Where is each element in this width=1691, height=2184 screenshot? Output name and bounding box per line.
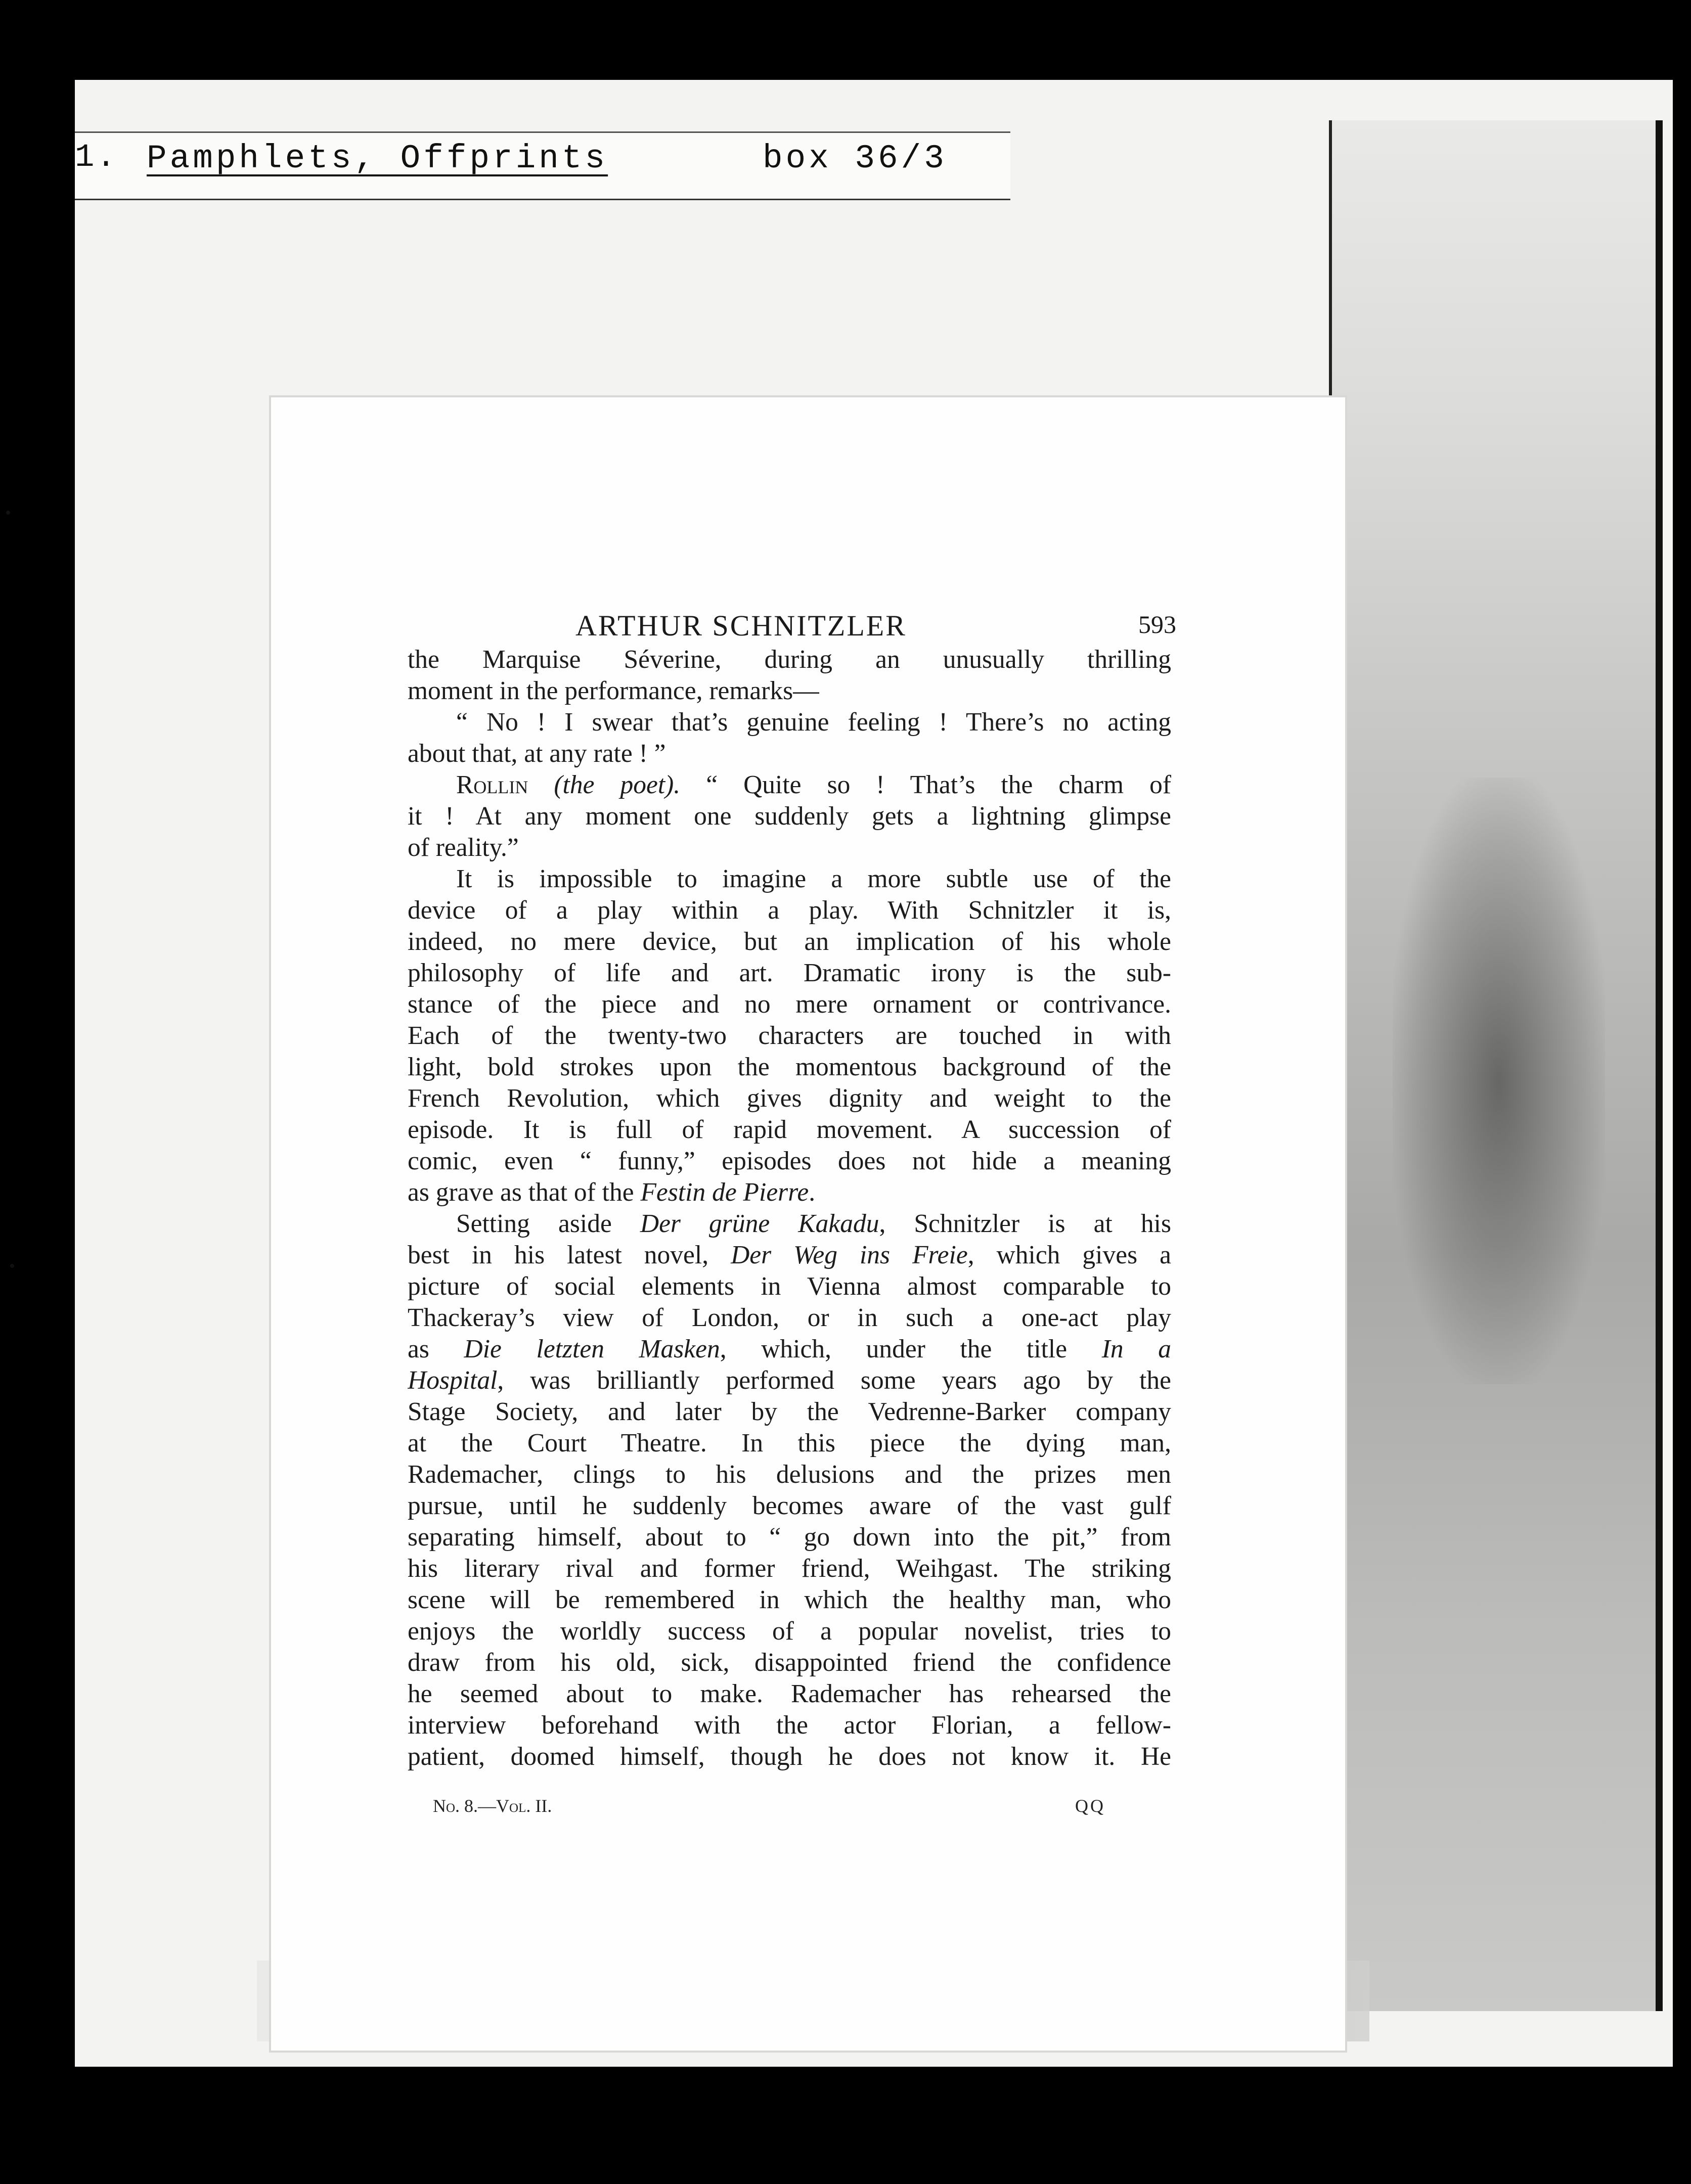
text-line — [408, 1208, 1171, 1240]
film-speck — [6, 511, 10, 515]
text-line — [408, 863, 1171, 895]
text-line — [408, 769, 1171, 801]
line-text: moment in the performance, remarks— — [408, 676, 819, 705]
text-line — [408, 1240, 1171, 1271]
line-text: the Marquise Séverine, during an unusually thrilling — [408, 645, 1171, 674]
line-text: “ No ! I swear that’s genuine feeling ! There’s no acting — [456, 708, 1171, 737]
line-text: scene will be remembered in which the healthy man, who — [408, 1585, 1171, 1614]
text-line — [408, 1584, 1171, 1616]
text-line — [408, 675, 1171, 707]
line-text: pursue, until he suddenly becomes aware of the vast gulf — [408, 1491, 1171, 1520]
archive-label-number: 1. — [75, 140, 118, 176]
line-text: , was brilliantly performed some years ago by the — [497, 1366, 1171, 1395]
running-title: ARTHUR SCHNITZLER — [575, 609, 907, 642]
text-line — [408, 1083, 1171, 1114]
text-line — [408, 1490, 1171, 1522]
text-line — [408, 1741, 1171, 1772]
line-text: interview beforehand with the actor Florian, a fellow- — [408, 1711, 1171, 1740]
line-text: light, bold strokes upon the momentous background of the — [408, 1053, 1171, 1081]
line-text: draw from his old, sick, disappointed friend the confidence — [408, 1648, 1171, 1677]
line-text: as — [408, 1335, 464, 1363]
text-line — [408, 1459, 1171, 1490]
line-text: of reality.” — [408, 833, 519, 862]
line-text: philosophy of life and art. Dramatic irony is the sub- — [408, 959, 1171, 987]
text-line — [408, 1396, 1171, 1428]
line-text: picture of social elements in Vienna almost comparable to — [408, 1272, 1171, 1301]
line-text: indeed, no mere device, but an implication of his whole — [408, 927, 1171, 956]
text-line — [408, 1710, 1171, 1741]
line-text: enjoys the worldly success of a popular novelist, tries to — [408, 1617, 1171, 1646]
offprint-page — [271, 397, 1345, 2051]
line-text: , which gives a — [967, 1241, 1171, 1269]
italic-title: Die letzten Masken — [464, 1335, 720, 1363]
archive-label-title: Pamphlets, Offprints — [147, 140, 608, 177]
body-text — [408, 644, 1171, 1772]
text-line — [408, 1678, 1171, 1710]
line-text: Stage Society, and later by the Vedrenne-Barker company — [408, 1397, 1171, 1426]
text-line — [408, 926, 1171, 958]
text-line — [408, 1052, 1171, 1083]
text-line — [408, 1177, 1171, 1208]
running-head — [387, 609, 1176, 644]
line-text: it ! At any moment one suddenly gets a lightning glimpse — [408, 802, 1171, 831]
line-text: Each of the twenty-two characters are touched in with — [408, 1021, 1171, 1050]
text-line — [408, 707, 1171, 738]
line-text: Thackeray’s view of London, or in such a one-act play — [408, 1303, 1171, 1332]
line-text: device of a play within a play. With Schnitzler it is, — [408, 896, 1171, 925]
italic-title: Der Weg ins Freie — [731, 1241, 968, 1269]
issue-signature: No. 8.—Vol. II. — [433, 1796, 552, 1816]
text-line — [408, 1114, 1171, 1146]
italic-title: In a — [1101, 1335, 1171, 1363]
text-line — [408, 1428, 1171, 1459]
text-line — [408, 1365, 1171, 1396]
film-speck — [10, 1264, 14, 1268]
italic-title: Der grüne Kakadu — [640, 1209, 879, 1238]
line-text: separating himself, about to “ go down into the pit,” from — [408, 1523, 1171, 1552]
text-line — [408, 1334, 1171, 1365]
text-line — [408, 958, 1171, 989]
page-footer — [433, 1795, 1105, 1826]
stage-direction: (the poet). — [554, 770, 681, 799]
line-text: stance of the piece and no mere ornament or contrivance. — [408, 990, 1171, 1019]
line-text: , Schnitzler is at his — [879, 1209, 1171, 1238]
italic-title: Festin de Pierre — [640, 1178, 809, 1207]
text-line — [408, 1020, 1171, 1052]
line-text: . — [809, 1178, 816, 1207]
line-text: as grave as that of the — [408, 1178, 641, 1207]
text-line — [408, 1302, 1171, 1334]
line-text: about that, at any rate ! ” — [408, 739, 666, 768]
archive-box-number: box 36/3 — [763, 140, 947, 177]
text-line — [408, 1616, 1171, 1647]
line-text: best in his latest novel, — [408, 1241, 731, 1269]
line-text: comic, even “ funny,” episodes does not hide a meaning — [408, 1147, 1171, 1175]
line-text: patient, doomed himself, though he does not know it. He — [408, 1742, 1171, 1771]
backing-sheet — [1329, 120, 1663, 2011]
line-text: “ Quite so ! That’s the charm of — [680, 770, 1171, 799]
line-text: French Revolution, which gives dignity and weight to the — [408, 1084, 1171, 1113]
text-line — [408, 1647, 1171, 1678]
text-line — [408, 644, 1171, 675]
line-text: It is impossible to imagine a more subtle use of the — [456, 864, 1171, 893]
text-line — [408, 1553, 1171, 1584]
microfilm-frame — [75, 80, 1673, 2067]
line-text: Setting aside — [456, 1209, 640, 1238]
text-line — [408, 1271, 1171, 1302]
line-text: , which, under the title — [720, 1335, 1102, 1363]
line-text: episode. It is full of rapid movement. A succession of — [408, 1115, 1171, 1144]
text-line — [408, 738, 1171, 769]
line-text: at the Court Theatre. In this piece the dying man, — [408, 1429, 1171, 1458]
page-number: 593 — [1138, 610, 1176, 639]
text-line — [408, 832, 1171, 863]
text-line — [408, 1522, 1171, 1553]
text-line — [408, 801, 1171, 832]
line-text: he seemed about to make. Rademacher has rehearsed the — [408, 1679, 1171, 1708]
line-text: his literary rival and former friend, Weihgast. The striking — [408, 1554, 1171, 1583]
line-text: Rademacher, clings to his delusions and the prizes men — [408, 1460, 1171, 1489]
speaker-name: Rollin — [456, 770, 528, 799]
gathering-mark: QQ — [1075, 1796, 1105, 1816]
text-line — [408, 989, 1171, 1020]
text-line — [408, 1146, 1171, 1177]
text-line — [408, 895, 1171, 926]
italic-title: Hospital — [408, 1366, 498, 1395]
